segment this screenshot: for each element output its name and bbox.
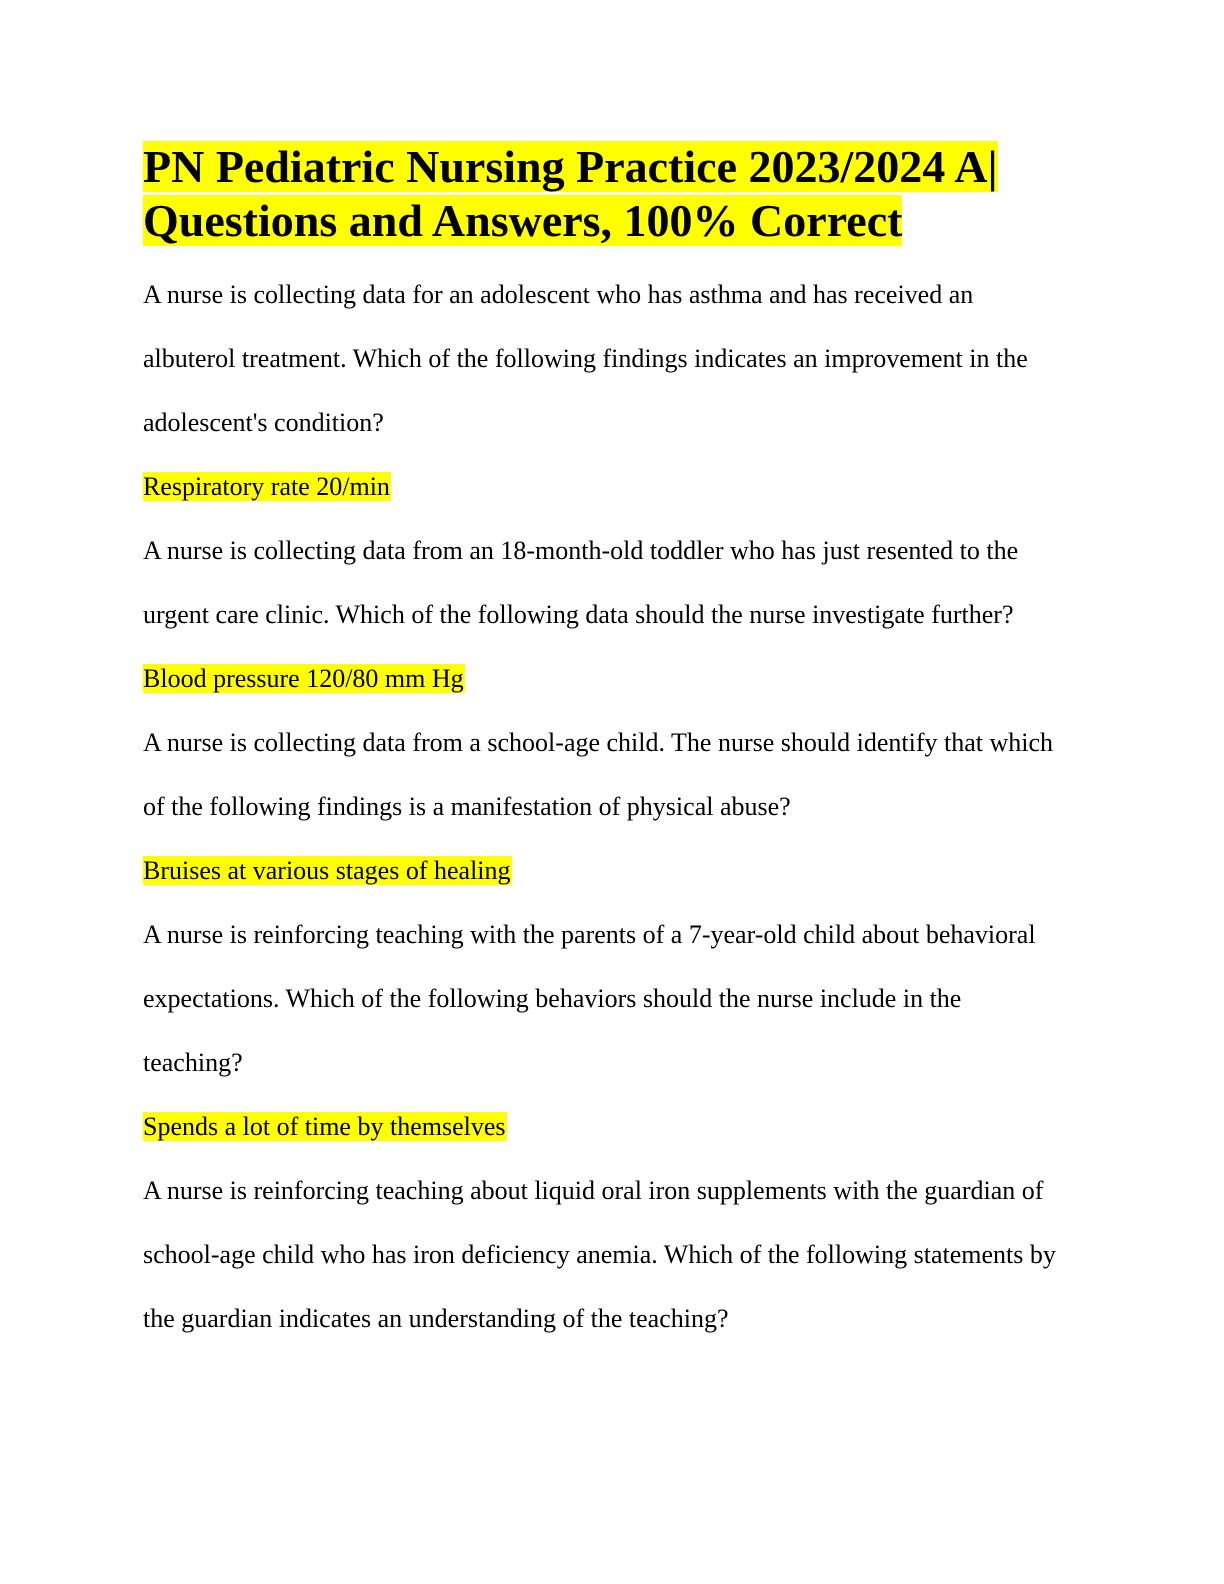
answer-highlight: Spends a lot of time by themselves bbox=[143, 1112, 506, 1141]
question-text: A nurse is reinforcing teaching with the parents of a 7-year-old child about behavioral expectations. Which of the following behaviors should the nurse include in the teaching? bbox=[143, 920, 1036, 1077]
document-title bbox=[143, 140, 1063, 248]
question-text: A nurse is collecting data for an adolescent who has asthma and has received an albuterol treatment. Which of the following findings indicates an improvement in the adolescent's condition? bbox=[143, 280, 1028, 437]
answer-text bbox=[143, 455, 1063, 519]
document-content bbox=[143, 140, 1063, 1351]
question-text: A nurse is collecting data from an 18-month-old toddler who has just resented to the urgent care clinic. Which of the following data should the nurse investigate further? bbox=[143, 536, 1019, 629]
answer-highlight: Blood pressure 120/80 mm Hg bbox=[143, 664, 464, 693]
question-text: A nurse is reinforcing teaching about liquid oral iron supplements with the guardian of school-age child who has iron deficiency anemia. Which of the following statements by the guardian indicates an understanding of the teaching? bbox=[143, 1176, 1056, 1333]
answer-text bbox=[143, 1095, 1063, 1159]
answer-text bbox=[143, 647, 1063, 711]
title-highlight: PN Pediatric Nursing Practice 2023/2024 A| Questions and Answers, 100% Correct bbox=[143, 141, 998, 246]
answer-highlight: Bruises at various stages of healing bbox=[143, 856, 511, 885]
question-text: A nurse is collecting data from a school-age child. The nurse should identify that which of the following findings is a manifestation of physical abuse? bbox=[143, 728, 1054, 821]
answer-highlight: Respiratory rate 20/min bbox=[143, 472, 390, 501]
answer-text bbox=[143, 839, 1063, 903]
